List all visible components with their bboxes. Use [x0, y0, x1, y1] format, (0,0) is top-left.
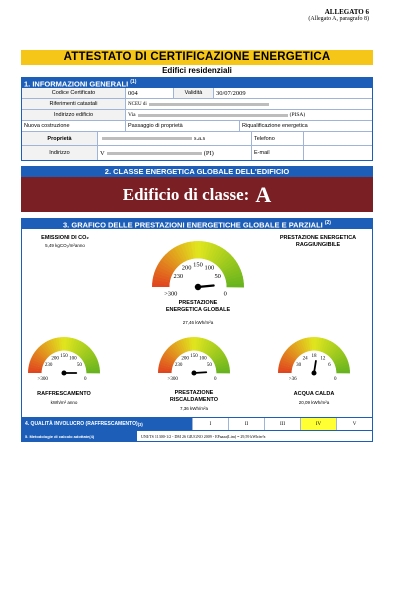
raffrescamento-value: kWh/m² anno [50, 400, 78, 405]
energy-class-box [21, 177, 373, 212]
redacted-indirizzo2 [107, 152, 202, 155]
document-subtitle: Edifici residenziali [162, 66, 232, 75]
gauge-riscaldamento-tick-label: 200 [181, 356, 189, 362]
quality-class-2: II [228, 418, 264, 430]
gauge-globale-max-label: >300 [164, 290, 178, 297]
info-row-codice [22, 88, 372, 99]
gauge-globale-svg [148, 237, 248, 297]
gauges-panel [21, 229, 373, 417]
gauge-riscaldamento-tick-label: 100 [199, 356, 207, 362]
telefono-label: Telefono [252, 132, 304, 145]
gauge-acqua-calda [276, 333, 352, 388]
gauge-globale-tick-label: 100 [204, 264, 215, 272]
riqualificazione-label: Riqualificazione energetica [242, 123, 308, 129]
gauge-riscaldamento-tick-label: 50 [206, 362, 212, 368]
gauge-globale-tick-label: 200 [181, 264, 192, 272]
gauge-raffrescamento-tick-label: 100 [69, 356, 77, 362]
redacted-proprieta [102, 137, 192, 140]
gauge-raffrescamento [26, 333, 102, 388]
gauge-acqua-calda-tick-label: 6 [328, 362, 331, 368]
section3-heading-text: 3. GRAFICO DELLE PRESTAZIONI ENERGETICHE GLOBALE E PARZIALI [63, 220, 323, 230]
info-row-tipo [22, 121, 372, 132]
emissioni-value: 5,49 kgCO₂/m²anno [45, 243, 85, 248]
section5-heading-note: (4) [89, 433, 95, 439]
gauge-raffrescamento-tick-label: 230 [44, 362, 53, 368]
globale-title-1: PRESTAZIONE [178, 300, 218, 306]
section1-heading-text: 1. INFORMAZIONI GENERALI [24, 79, 129, 89]
indirizzo2-label: Indirizzo [22, 146, 98, 160]
acqua-value: 20,09 kWh/m²a [298, 400, 330, 405]
metodologie-text: UNI/TS 11300-1/2 - DM 26 GIUGNO 2009 - EPaaaa(Lim) = 29,59 kWh/m²a [141, 433, 266, 439]
info-row-proprieta [22, 132, 372, 146]
section1-heading [21, 77, 373, 88]
allegato-paragraph: (Allegato A, paragrafo 8) [308, 16, 369, 23]
gauge-globale [148, 237, 248, 302]
email-label: E-mail [252, 146, 304, 160]
globale-title-2: ENERGETICA GLOBALE [165, 307, 231, 313]
document-title: ATTESTATO DI CERTIFICAZIONE ENERGETICA [21, 50, 373, 65]
section4-heading-text: 4. QUALITÀ INVOLUCRO (RAFFRESCAMENTO) [25, 421, 138, 427]
gauge-globale-needle-hub [195, 284, 201, 290]
validita-value: 30/07/2009 [216, 89, 246, 97]
quality-class-5: V [336, 418, 372, 430]
gauge-raffrescamento-svg [26, 333, 102, 383]
gauge-riscaldamento-tick-label: 150 [190, 353, 198, 359]
section5-heading [22, 431, 137, 441]
indirizzo-suffix: (PISA) [289, 112, 306, 118]
general-info-table [21, 88, 373, 161]
riscaldamento-title-2: RISCALDAMENTO [169, 397, 219, 403]
gauge-acqua-calda-tick-label: 24 [302, 356, 308, 362]
metodologie-row [21, 431, 373, 442]
gauge-acqua-calda-tick-label: 30 [296, 362, 302, 368]
redacted-catastali [149, 103, 269, 106]
section3-heading [21, 218, 373, 229]
certificate-document [21, 50, 373, 442]
section4-heading-note: (3) [137, 421, 143, 427]
indirizzo-value [126, 110, 372, 120]
gauge-acqua-calda-svg [276, 333, 352, 383]
quality-class-1: I [192, 418, 228, 430]
indirizzo2-suffix: (PI) [203, 149, 214, 157]
emissioni-title: EMISSIONI DI CO₂ [41, 235, 89, 241]
gauge-globale-min-label: 0 [223, 290, 227, 297]
indirizzo2-prefix: V [100, 149, 105, 157]
indirizzo-prefix: Via [128, 112, 136, 118]
gauge-acqua-calda-min-label: 0 [334, 377, 337, 383]
acqua-title: ACQUA CALDA [293, 391, 335, 397]
info-row-catastali [22, 99, 372, 110]
catastali-prefix: NCEU di [128, 101, 147, 107]
passaggio-proprieta-label: Passaggio di proprietà [126, 121, 240, 131]
gauge-raffrescamento-tick-label: 200 [51, 356, 59, 362]
proprieta-value [98, 132, 252, 145]
section5-heading-text: 5. Metodologie di calcolo adottate [25, 433, 90, 439]
gauge-riscaldamento-min-label: 0 [214, 377, 217, 383]
section2-heading: 2. CLASSE ENERGETICA GLOBALE DELL'EDIFICIO [21, 166, 373, 177]
gauge-riscaldamento [156, 333, 232, 388]
section1-heading-note: (1) [130, 79, 137, 85]
quality-class-3: III [264, 418, 300, 430]
indirizzo2-value [98, 146, 252, 160]
allegato-reference [308, 8, 369, 23]
catastali-value [126, 99, 372, 109]
gauge-raffrescamento-needle-hub [61, 370, 66, 375]
info-row-indirizzo-proprietario [22, 146, 372, 160]
gauge-raffrescamento-min-label: 0 [84, 377, 87, 383]
catastali-label: Riferimenti catastali [22, 99, 126, 109]
energy-class-text: Edificio di classe: [122, 184, 250, 204]
energy-class-letter: A [255, 181, 272, 207]
email-value [304, 146, 372, 160]
involucro-quality-row [21, 417, 373, 431]
quality-class-4: IV [300, 418, 336, 430]
riscaldamento-title-1: PRESTAZIONE [174, 390, 214, 396]
codice-value: 004 [126, 88, 174, 98]
gauge-acqua-calda-max-label: >36 [288, 377, 297, 383]
gauge-raffrescamento-tick-label: 150 [60, 353, 68, 359]
gauge-globale-tick-label: 150 [193, 261, 203, 269]
allegato-number: ALLEGATO 6 [324, 8, 369, 16]
raggiungibile-title-2: RAGGIUNGIBILE [295, 242, 341, 248]
validita-label: Validità [174, 88, 214, 98]
gauge-acqua-calda-tick-label: 12 [320, 356, 326, 362]
raggiungibile-title-1: PRESTAZIONE ENERGETICA [279, 235, 357, 241]
redacted-indirizzo [138, 114, 288, 117]
indirizzo-label: Indirizzo edificio [22, 110, 126, 120]
nuova-costruzione-label: Nuova costruzione [22, 121, 126, 131]
telefono-value [304, 132, 372, 145]
globale-value: 27,46 kWh/m²a [182, 320, 214, 325]
raffrescamento-title: RAFFRESCAMENTO [37, 391, 91, 397]
gauge-raffrescamento-tick-label: 50 [76, 362, 82, 368]
riscaldamento-value: 7,36 kWh/m²a [179, 406, 208, 411]
gauge-acqua-calda-tick-label: 18 [311, 353, 317, 359]
proprieta-label: Proprietà [22, 132, 98, 145]
gauge-riscaldamento-svg [156, 333, 232, 383]
codice-label: Codice Certificato [22, 88, 126, 98]
info-row-indirizzo [22, 110, 372, 121]
gauge-riscaldamento-max-label: >300 [167, 377, 178, 383]
gauge-riscaldamento-needle-hub [191, 370, 196, 375]
gauge-raffrescamento-max-label: >300 [37, 377, 48, 383]
section4-heading [22, 418, 192, 430]
gauge-acqua-calda-needle-hub [311, 370, 316, 375]
section3-heading-note: (2) [324, 220, 331, 226]
gauge-globale-tick-label: 230 [173, 272, 184, 280]
gauge-globale-tick-label: 50 [214, 272, 221, 280]
gauge-riscaldamento-tick-label: 230 [174, 362, 183, 368]
proprieta-suffix: s.a.s [194, 135, 206, 142]
